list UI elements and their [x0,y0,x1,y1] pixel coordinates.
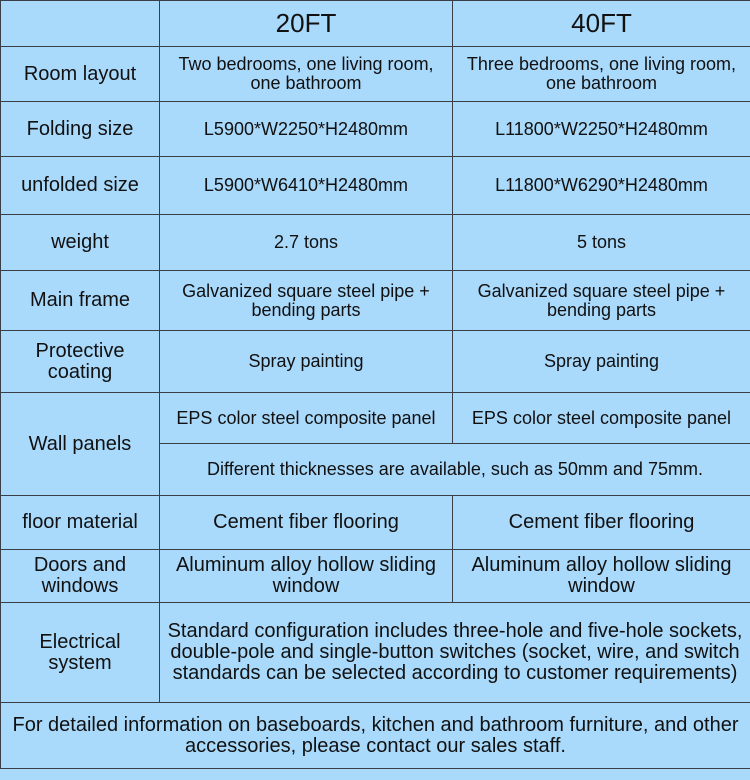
folding-size-label: Folding size [1,102,160,157]
header-empty-cell [1,1,160,47]
doors-windows-label: Doors and windows [1,550,160,603]
wall-panels-note: Different thicknesses are available, such as 50mm and 75mm. [160,444,750,496]
folding-size-20ft: L5900*W2250*H2480mm [160,102,453,157]
room-layout-40ft: Three bedrooms, one living room, one bathroom [453,47,750,102]
main-frame-40ft: Galvanized square steel pipe + bending parts [453,271,750,331]
row-main-frame [1,271,750,331]
row-folding-size [1,102,750,157]
row-wall-panels [1,393,750,444]
main-frame-20ft: Galvanized square steel pipe + bending parts [160,271,453,331]
doors-windows-40ft: Aluminum alloy hollow sliding window [453,550,750,603]
floor-material-40ft: Cement fiber flooring [453,496,750,550]
floor-material-20ft: Cement fiber flooring [160,496,453,550]
weight-40ft: 5 tons [453,215,750,271]
header-row [1,1,750,47]
protective-coating-20ft: Spray painting [160,331,453,393]
row-room-layout [1,47,750,102]
unfolded-size-40ft: L11800*W6290*H2480mm [453,157,750,215]
unfolded-size-label: unfolded size [1,157,160,215]
electrical-label: Electrical system [1,603,160,703]
protective-coating-label: Protective coating [1,331,160,393]
room-layout-label: Room layout [1,47,160,102]
row-electrical [1,603,750,703]
unfolded-size-20ft: L5900*W6410*H2480mm [160,157,453,215]
floor-material-label: floor material [1,496,160,550]
protective-coating-40ft: Spray painting [453,331,750,393]
wall-panels-40ft: EPS color steel composite panel [453,393,750,444]
main-frame-label: Main frame [1,271,160,331]
row-doors-windows [1,550,750,603]
header-40ft: 40FT [453,1,750,47]
weight-20ft: 2.7 tons [160,215,453,271]
row-unfolded-size [1,157,750,215]
footer-note: For detailed information on baseboards, kitchen and bathroom furniture, and other accessories, please contact our sales staff. [1,703,750,769]
room-layout-20ft: Two bedrooms, one living room, one bathroom [160,47,453,102]
electrical-value: Standard configuration includes three-hole and five-hole sockets, double-pole and single-button switches (socket, wire, and switch standards can be selected according to customer requirements) [160,603,750,703]
row-protective-coating [1,331,750,393]
doors-windows-20ft: Aluminum alloy hollow sliding window [160,550,453,603]
wall-panels-label: Wall panels [1,393,160,496]
row-floor-material [1,496,750,550]
row-footer [1,703,750,769]
folding-size-40ft: L11800*W2250*H2480mm [453,102,750,157]
header-20ft: 20FT [160,1,453,47]
weight-label: weight [1,215,160,271]
wall-panels-20ft: EPS color steel composite panel [160,393,453,444]
row-weight [1,215,750,271]
